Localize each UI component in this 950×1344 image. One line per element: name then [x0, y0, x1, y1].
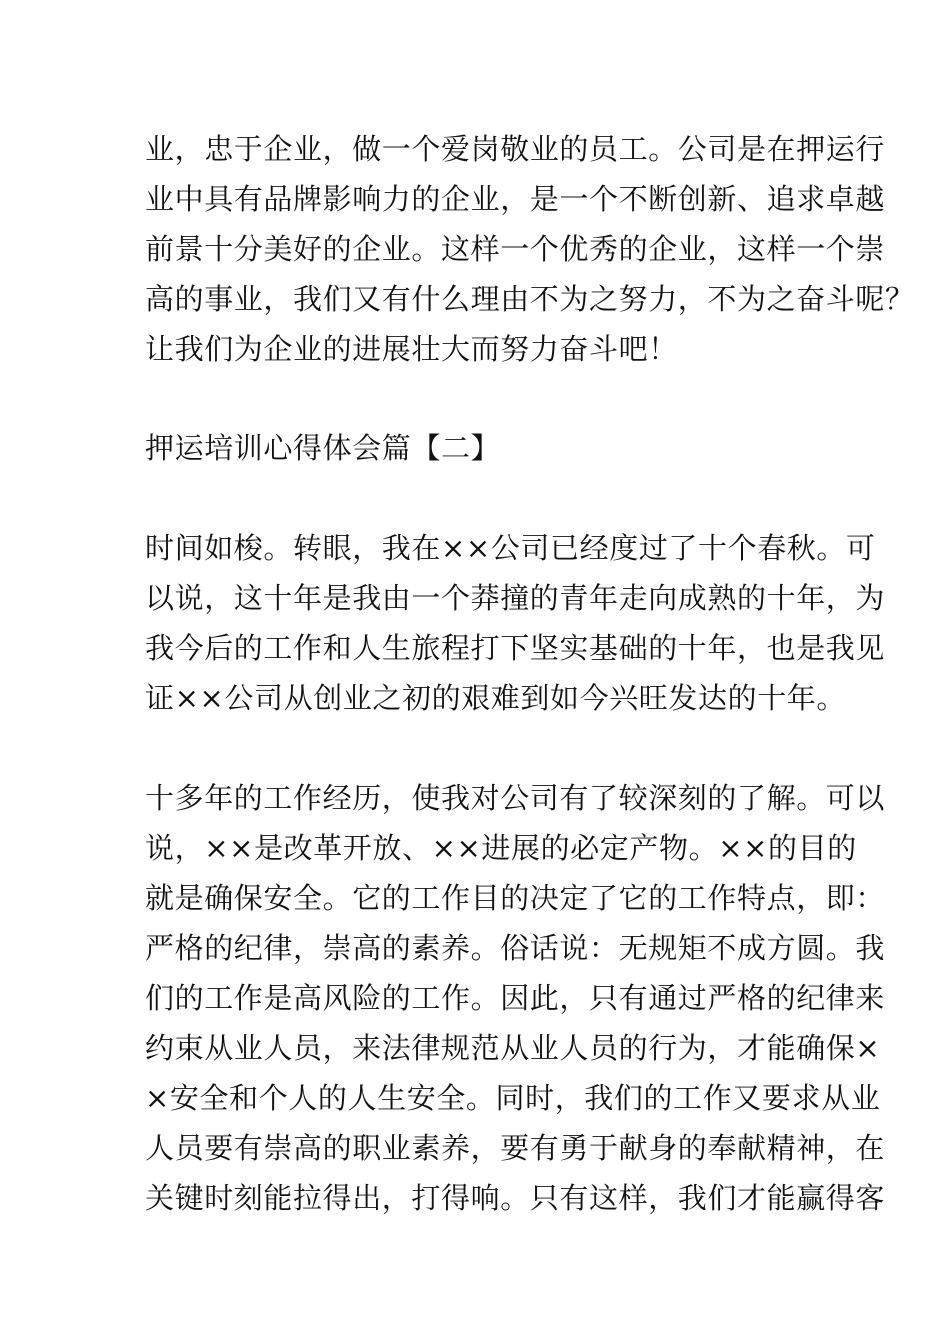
paragraph-line: 让我们为企业的进展壮大而努力奋斗吧！ — [145, 332, 678, 366]
paragraph-line: 高的事业，我们又有什么理由不为之努力，不为之奋斗呢？ — [145, 282, 915, 316]
paragraph-line: 以说，这十年是我由一个莽撞的青年走向成熟的十年，为 — [145, 581, 886, 615]
paragraph-line: 业中具有品牌影响力的企业，是一个不断创新、追求卓越 — [145, 182, 886, 216]
paragraph-line: 就是确保安全。它的工作目的决定了它的工作特点，即： — [145, 881, 886, 915]
section-heading: 押运培训心得体会篇【二】 — [145, 431, 501, 465]
paragraph-line: 时间如梭。转眼，我在××公司已经度过了十个春秋。可 — [145, 531, 876, 565]
paragraph-line: 说，××是改革开放、××进展的必定产物。××的目的 — [145, 831, 857, 865]
paragraph-line: 十多年的工作经历，使我对公司有了较深刻的了解。可以 — [145, 781, 886, 815]
paragraph-line: 证××公司从创业之初的艰难到如今兴旺发达的十年。 — [145, 681, 846, 715]
paragraph-line: 人员要有崇高的职业素养，要有勇于献身的奉献精神，在 — [145, 1131, 886, 1165]
paragraph-line: 我今后的工作和人生旅程打下坚实基础的十年，也是我见 — [145, 631, 886, 665]
paragraph-line: 关键时刻能拉得出，打得响。只有这样，我们才能赢得客 — [145, 1181, 886, 1215]
paragraph-line: 们的工作是高风险的工作。因此，只有通过严格的纪律来 — [145, 981, 886, 1015]
paragraph-line: 严格的纪律，崇高的素养。俗话说：无规矩不成方圆。我 — [145, 931, 886, 965]
paragraph-line: 业，忠于企业，做一个爱岗敬业的员工。公司是在押运行 — [145, 132, 886, 166]
paragraph-line: 前景十分美好的企业。这样一个优秀的企业，这样一个崇 — [145, 232, 886, 266]
paragraph-line: 约束从业人员，来法律规范从业人员的行为，才能确保× — [145, 1031, 881, 1065]
paragraph-line: ×安全和个人的人生安全。同时，我们的工作又要求从业 — [145, 1081, 881, 1115]
